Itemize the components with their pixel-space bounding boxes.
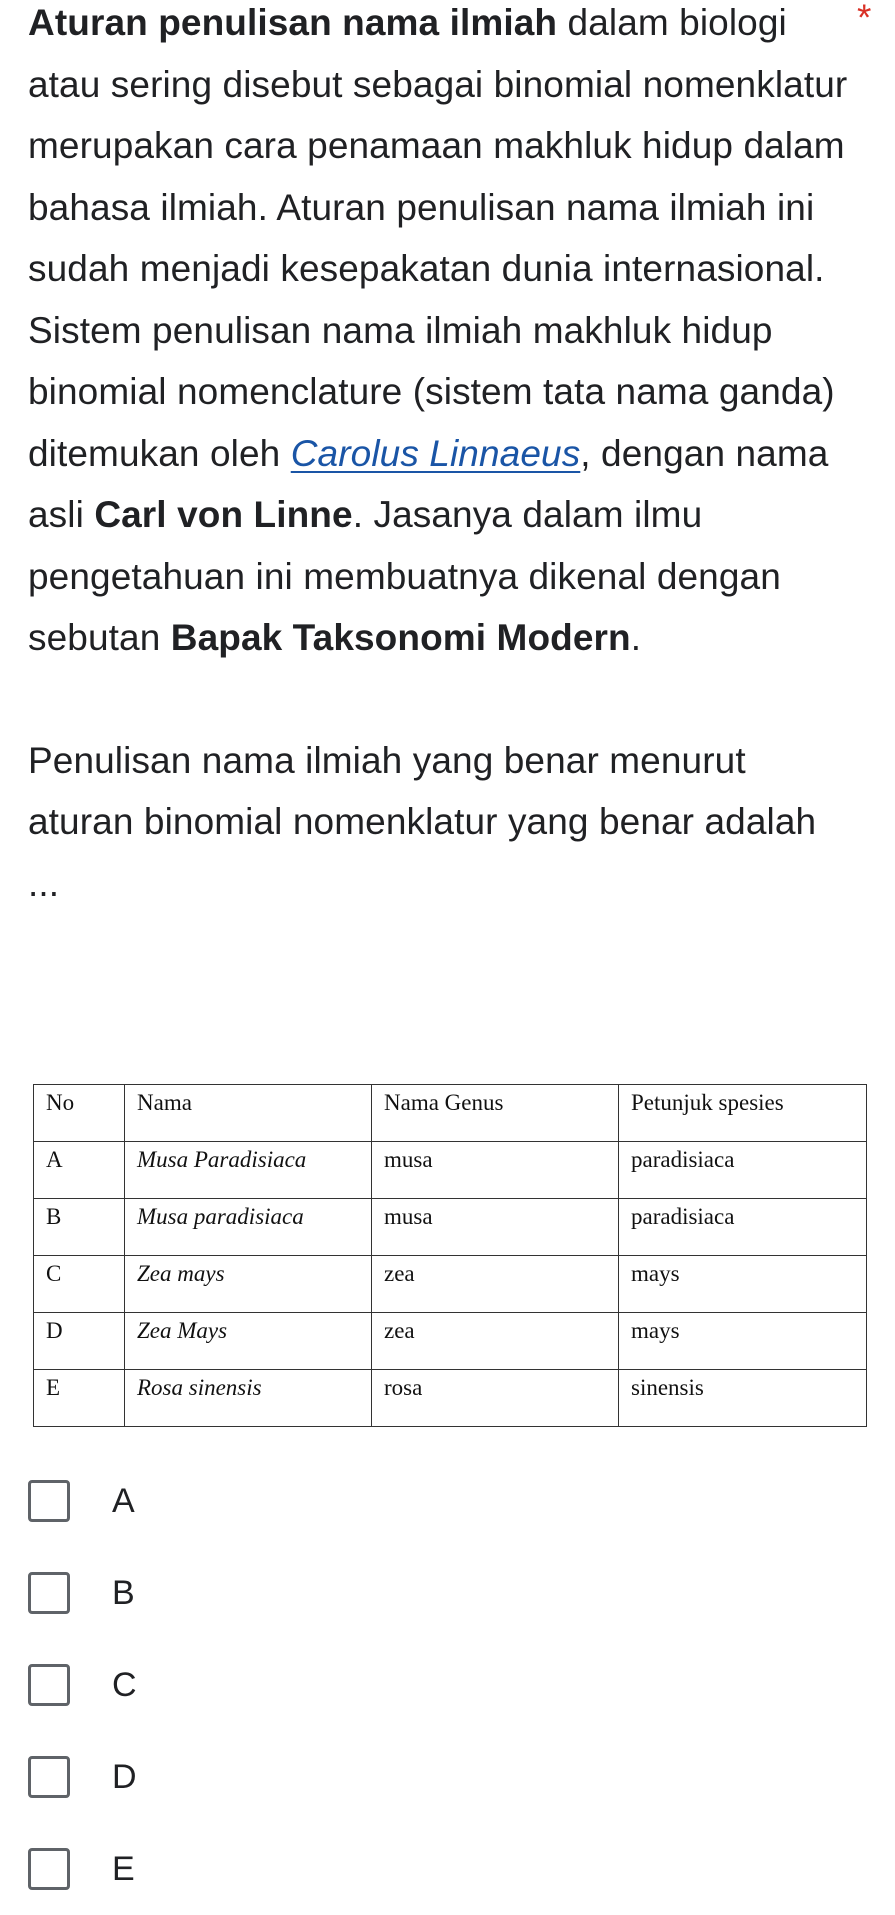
table-header-cell: Petunjuk spesies [619, 1085, 867, 1142]
carolus-linnaeus-link[interactable]: Carolus Linnaeus [290, 432, 581, 474]
option-label: B [112, 1573, 135, 1612]
option-a[interactable] [28, 1455, 137, 1547]
checkbox[interactable] [28, 1848, 70, 1890]
table-cell: rosa [372, 1370, 619, 1427]
table-cell: zea [372, 1256, 619, 1313]
question-image-table [33, 1084, 867, 1427]
table-cell: paradisiaca [619, 1142, 867, 1199]
table-cell: musa [372, 1142, 619, 1199]
question-bold-term: Aturan penulisan nama ilmiah [28, 2, 558, 43]
table-header-cell: Nama Genus [372, 1085, 619, 1142]
question-bold-carl-von-linne: Carl von Linne [94, 494, 353, 535]
question-p2-text-c: . Jasanya dalam ilmu pengetahuan ini membuatnya dikenal dengan sebutan [28, 494, 781, 658]
table-cell: Zea Mays [125, 1313, 372, 1370]
checkbox[interactable] [28, 1756, 70, 1798]
answer-options [28, 1455, 137, 1915]
table-cell: Musa Paradisiaca [125, 1142, 372, 1199]
question-paragraph-2 [28, 300, 848, 669]
option-b[interactable] [28, 1547, 137, 1639]
option-label: C [112, 1665, 137, 1704]
question-p2-text-a: Sistem penulisan nama ilmiah makhluk hidup binomial nomenclature (sistem tata nama ganda) ditemukan oleh [28, 309, 835, 474]
option-d[interactable] [28, 1731, 137, 1823]
required-asterisk: * [857, 0, 872, 38]
checkbox[interactable] [28, 1664, 70, 1706]
table-cell: Musa paradisiaca [125, 1199, 372, 1256]
option-label: A [112, 1481, 135, 1520]
question-p1-text: dalam biologi atau sering disebut sebagai binomial nomenklatur merupakan cara penamaan makhluk hidup dalam bahasa ilmiah. Aturan penulisan nama ilmiah ini sudah menjadi kesepakatan dunia internasional. [28, 2, 848, 289]
option-c[interactable] [28, 1639, 137, 1731]
table-row [34, 1370, 867, 1427]
paragraph-gap [28, 669, 848, 730]
question-paragraph-1 [28, 0, 848, 300]
table-cell: A [34, 1142, 125, 1199]
table-header-row [34, 1085, 867, 1142]
option-label: E [112, 1849, 135, 1888]
table-cell: musa [372, 1199, 619, 1256]
option-e[interactable] [28, 1823, 137, 1915]
checkbox[interactable] [28, 1572, 70, 1614]
question-p2-text-b: , dengan nama asli [28, 432, 829, 535]
table-header-cell: No [34, 1085, 125, 1142]
question-text [28, 0, 848, 914]
table-cell: sinensis [619, 1370, 867, 1427]
question-bold-bapak-taksonomi: Bapak Taksonomi Modern [170, 617, 631, 658]
table-row [34, 1256, 867, 1313]
table-cell: Rosa sinensis [125, 1370, 372, 1427]
table-cell: B [34, 1199, 125, 1256]
question-paragraph-3: Penulisan nama ilmiah yang benar menurut aturan binomial nomenklatur yang benar adalah ... [28, 739, 817, 904]
table-cell: D [34, 1313, 125, 1370]
table-cell: paradisiaca [619, 1199, 867, 1256]
table-cell: mays [619, 1256, 867, 1313]
table-row [34, 1199, 867, 1256]
table-cell: C [34, 1256, 125, 1313]
table-row [34, 1313, 867, 1370]
table-cell: Zea mays [125, 1256, 372, 1313]
table-cell: E [34, 1370, 125, 1427]
table-cell: mays [619, 1313, 867, 1370]
checkbox[interactable] [28, 1480, 70, 1522]
option-label: D [112, 1757, 137, 1796]
binomial-table [33, 1084, 867, 1427]
table-row [34, 1142, 867, 1199]
question-p2-text-d: . [630, 617, 642, 658]
table-header-cell: Nama [125, 1085, 372, 1142]
table-cell: zea [372, 1313, 619, 1370]
